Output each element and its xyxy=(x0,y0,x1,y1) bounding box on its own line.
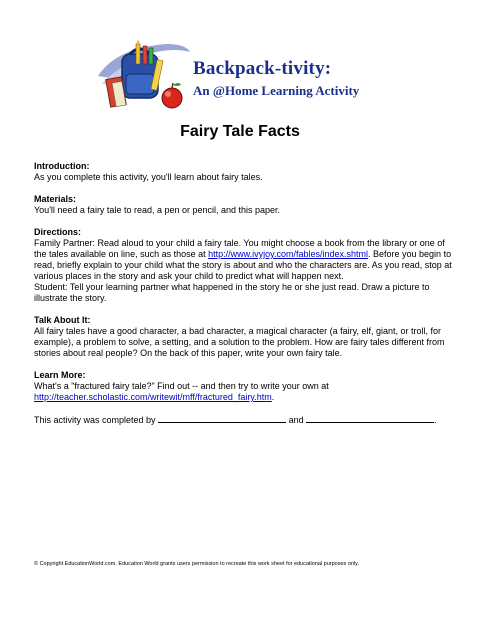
introduction-heading: Introduction: xyxy=(34,161,90,171)
materials-section xyxy=(34,194,454,216)
completion-end: . xyxy=(434,415,437,425)
copyright-footer: © Copyright EducationWorld.com. Education World grants users permission to recreate this work sheet for educational purposes only. xyxy=(34,561,360,567)
talk-about-it-heading: Talk About It: xyxy=(34,315,91,325)
directions-student-paragraph: Student: Tell your learning partner what happened in the story he or she just read. Draw a picture to illustrate the story. xyxy=(34,282,430,303)
directions-family-paragraph xyxy=(34,238,454,282)
page-title: Fairy Tale Facts xyxy=(180,123,300,140)
backpack-logo xyxy=(96,38,192,116)
directions-section xyxy=(34,227,454,304)
directions-text-end: . Before you begin to read, briefly explain to your child what the story is about and who the characters are. As you read, stop at various places in the story and ask your child to predict what will happen next. xyxy=(34,249,452,281)
brand-block xyxy=(193,58,359,99)
learn-more-text xyxy=(34,381,454,403)
worksheet-body xyxy=(34,161,454,426)
materials-text: You'll need a fairy tale to read, a pen or pencil, and this paper. xyxy=(34,205,281,215)
learn-more-intro: What's a "fractured fairy tale?" Find out -- and then try to write your own at xyxy=(34,381,329,391)
talk-about-it-section xyxy=(34,315,454,359)
ivyjoy-link[interactable]: http://www.ivyjoy.com/fables/index.shtml xyxy=(208,249,369,259)
completion-and: and xyxy=(288,415,304,425)
learn-more-section xyxy=(34,370,454,403)
introduction-section xyxy=(34,161,454,183)
name-blank-1[interactable] xyxy=(158,414,286,423)
directions-heading: Directions: xyxy=(34,227,82,237)
directions-text-start: Family Partner: Read aloud to your child a fairy tale. You might choose a book from the library or one of the tales available on line, such as those at xyxy=(34,238,445,259)
introduction-text: As you complete this activity, you'll learn about fairy tales. xyxy=(34,172,263,182)
completion-text: This activity was completed by xyxy=(34,415,156,425)
brand-title: Backpack-tivity: xyxy=(193,58,332,79)
scholastic-link[interactable]: http://teacher.scholastic.com/writewit/mff/fractured_fairy.htm xyxy=(34,392,272,402)
completion-line xyxy=(34,414,454,426)
brand-subtitle: An @Home Learning Activity xyxy=(193,83,360,98)
name-blank-2[interactable] xyxy=(306,414,434,423)
learn-more-end: . xyxy=(271,392,275,402)
learn-more-heading: Learn More: xyxy=(34,370,86,380)
talk-about-it-text: All fairy tales have a good character, a bad character, a magical character (a fairy, elf, giant, or troll, for example), a problem to solve, a setting, and a solution to the problem. How are fairy tales different from stories about real people? On the back of this paper, write your own fairy tale. xyxy=(34,326,445,358)
materials-heading: Materials: xyxy=(34,194,77,204)
